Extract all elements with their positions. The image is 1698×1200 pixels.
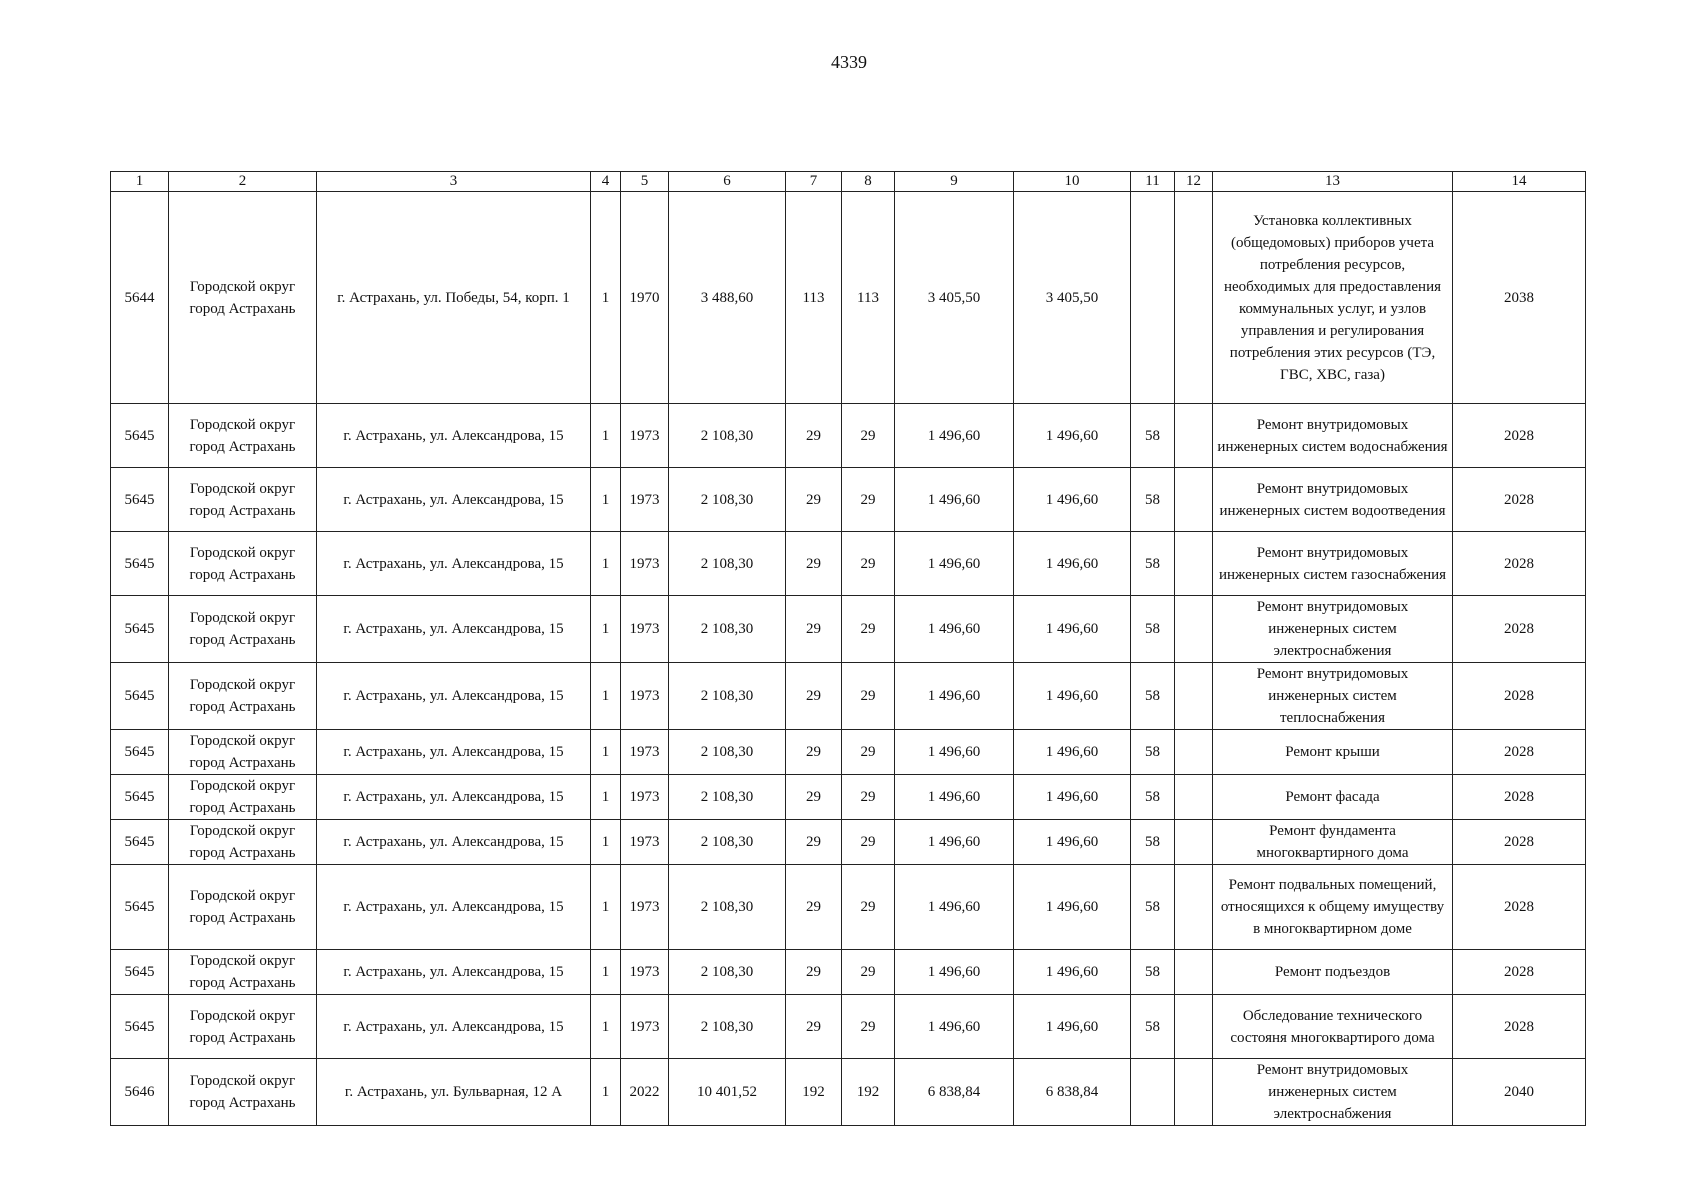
residential-area-cell: 1 496,60 (895, 532, 1014, 596)
total-area-cell: 2 108,30 (669, 730, 786, 775)
commissioning-flag-cell: 1 (591, 192, 621, 404)
object-number-cell: 5645 (111, 775, 169, 820)
address-cell: г. Астрахань, ул. Александрова, 15 (317, 775, 591, 820)
address-cell: г. Астрахань, ул. Бульварная, 12 А (317, 1059, 591, 1126)
col-12-cell (1175, 192, 1213, 404)
apartments-count-cell: 58 (1131, 995, 1175, 1059)
apartments-count-cell: 58 (1131, 532, 1175, 596)
work-type-cell: Ремонт подъездов (1213, 950, 1453, 995)
work-type-cell: Ремонт фундамента многоквартирного дома (1213, 820, 1453, 865)
planned-year-cell: 2028 (1453, 950, 1586, 995)
year-built-cell: 1973 (621, 820, 669, 865)
object-number-cell: 5646 (111, 1059, 169, 1126)
residential-area-cell: 1 496,60 (895, 995, 1014, 1059)
work-type-cell: Ремонт подвальных помещений, относящихся к общему имуществу в многоквартирном доме (1213, 865, 1453, 950)
commissioning-flag-cell: 1 (591, 820, 621, 865)
column-header: 3 (317, 172, 591, 192)
work-type-cell: Ремонт крыши (1213, 730, 1453, 775)
year-built-cell: 1973 (621, 596, 669, 663)
year-built-cell: 1973 (621, 775, 669, 820)
work-type-cell: Ремонт внутридомовых инженерных систем водоснабжения (1213, 404, 1453, 468)
residents-count-cell: 29 (786, 730, 842, 775)
residents-count-2-cell: 29 (842, 663, 895, 730)
year-built-cell: 1973 (621, 468, 669, 532)
column-header: 9 (895, 172, 1014, 192)
year-built-cell: 1973 (621, 663, 669, 730)
commissioning-flag-cell: 1 (591, 532, 621, 596)
residents-count-2-cell: 29 (842, 775, 895, 820)
year-built-cell: 1973 (621, 950, 669, 995)
address-cell: г. Астрахань, ул. Александрова, 15 (317, 950, 591, 995)
apartments-count-cell (1131, 192, 1175, 404)
apartments-count-cell: 58 (1131, 404, 1175, 468)
municipality-cell: Городской округ город Астрахань (169, 192, 317, 404)
residents-count-cell: 29 (786, 596, 842, 663)
residents-count-cell: 29 (786, 865, 842, 950)
commissioning-flag-cell: 1 (591, 1059, 621, 1126)
object-number-cell: 5645 (111, 468, 169, 532)
total-area-cell: 2 108,30 (669, 775, 786, 820)
commissioning-flag-cell: 1 (591, 775, 621, 820)
work-type-cell: Ремонт внутридомовых инженерных систем теплоснабжения (1213, 663, 1453, 730)
apartments-count-cell: 58 (1131, 730, 1175, 775)
residents-count-cell: 29 (786, 663, 842, 730)
table-row (111, 532, 1586, 596)
table-row (111, 404, 1586, 468)
residential-area-owned-cell: 1 496,60 (1014, 995, 1131, 1059)
residents-count-cell: 113 (786, 192, 842, 404)
object-number-cell: 5644 (111, 192, 169, 404)
residents-count-2-cell: 113 (842, 192, 895, 404)
residential-area-cell: 1 496,60 (895, 730, 1014, 775)
col-12-cell (1175, 865, 1213, 950)
page-number: 4339 (831, 52, 867, 72)
planned-year-cell: 2028 (1453, 532, 1586, 596)
work-type-cell: Ремонт фасада (1213, 775, 1453, 820)
table-row (111, 820, 1586, 865)
municipality-cell: Городской округ город Астрахань (169, 596, 317, 663)
residential-area-cell: 1 496,60 (895, 596, 1014, 663)
table-row (111, 1059, 1586, 1126)
address-cell: г. Астрахань, ул. Александрова, 15 (317, 532, 591, 596)
residents-count-cell: 29 (786, 775, 842, 820)
total-area-cell: 2 108,30 (669, 995, 786, 1059)
planned-year-cell: 2028 (1453, 468, 1586, 532)
residential-area-owned-cell: 1 496,60 (1014, 820, 1131, 865)
residential-area-owned-cell: 1 496,60 (1014, 730, 1131, 775)
object-number-cell: 5645 (111, 820, 169, 865)
planned-year-cell: 2038 (1453, 192, 1586, 404)
residential-area-cell: 1 496,60 (895, 663, 1014, 730)
residents-count-cell: 29 (786, 404, 842, 468)
object-number-cell: 5645 (111, 950, 169, 995)
apartments-count-cell: 58 (1131, 865, 1175, 950)
total-area-cell: 2 108,30 (669, 820, 786, 865)
column-header: 14 (1453, 172, 1586, 192)
planned-year-cell: 2028 (1453, 404, 1586, 468)
municipality-cell: Городской округ город Астрахань (169, 995, 317, 1059)
residents-count-2-cell: 192 (842, 1059, 895, 1126)
col-12-cell (1175, 950, 1213, 995)
object-number-cell: 5645 (111, 865, 169, 950)
year-built-cell: 2022 (621, 1059, 669, 1126)
address-cell: г. Астрахань, ул. Александрова, 15 (317, 596, 591, 663)
year-built-cell: 1973 (621, 730, 669, 775)
total-area-cell: 2 108,30 (669, 663, 786, 730)
table-row (111, 468, 1586, 532)
commissioning-flag-cell: 1 (591, 404, 621, 468)
residents-count-cell: 29 (786, 995, 842, 1059)
commissioning-flag-cell: 1 (591, 865, 621, 950)
residential-area-owned-cell: 6 838,84 (1014, 1059, 1131, 1126)
planned-year-cell: 2028 (1453, 730, 1586, 775)
residents-count-2-cell: 29 (842, 730, 895, 775)
residents-count-cell: 29 (786, 950, 842, 995)
planned-year-cell: 2028 (1453, 995, 1586, 1059)
commissioning-flag-cell: 1 (591, 663, 621, 730)
address-cell: г. Астрахань, ул. Александрова, 15 (317, 404, 591, 468)
residential-area-cell: 1 496,60 (895, 468, 1014, 532)
column-header: 12 (1175, 172, 1213, 192)
object-number-cell: 5645 (111, 995, 169, 1059)
column-header: 1 (111, 172, 169, 192)
work-type-cell: Ремонт внутридомовых инженерных систем электроснабжения (1213, 1059, 1453, 1126)
municipality-cell: Городской округ город Астрахань (169, 1059, 317, 1126)
apartments-count-cell: 58 (1131, 468, 1175, 532)
total-area-cell: 2 108,30 (669, 532, 786, 596)
municipality-cell: Городской округ город Астрахань (169, 865, 317, 950)
residents-count-2-cell: 29 (842, 950, 895, 995)
planned-year-cell: 2028 (1453, 775, 1586, 820)
col-12-cell (1175, 663, 1213, 730)
residential-area-owned-cell: 1 496,60 (1014, 532, 1131, 596)
residential-area-owned-cell: 3 405,50 (1014, 192, 1131, 404)
object-number-cell: 5645 (111, 404, 169, 468)
residents-count-2-cell: 29 (842, 404, 895, 468)
residents-count-cell: 29 (786, 820, 842, 865)
col-12-cell (1175, 532, 1213, 596)
object-number-cell: 5645 (111, 663, 169, 730)
object-number-cell: 5645 (111, 596, 169, 663)
table-row (111, 596, 1586, 663)
address-cell: г. Астрахань, ул. Александрова, 15 (317, 995, 591, 1059)
year-built-cell: 1973 (621, 995, 669, 1059)
object-number-cell: 5645 (111, 532, 169, 596)
residents-count-2-cell: 29 (842, 532, 895, 596)
commissioning-flag-cell: 1 (591, 596, 621, 663)
residential-area-owned-cell: 1 496,60 (1014, 865, 1131, 950)
municipality-cell: Городской округ город Астрахань (169, 404, 317, 468)
planned-year-cell: 2040 (1453, 1059, 1586, 1126)
apartments-count-cell (1131, 1059, 1175, 1126)
column-header: 4 (591, 172, 621, 192)
commissioning-flag-cell: 1 (591, 950, 621, 995)
address-cell: г. Астрахань, ул. Александрова, 15 (317, 820, 591, 865)
commissioning-flag-cell: 1 (591, 730, 621, 775)
apartments-count-cell: 58 (1131, 775, 1175, 820)
municipality-cell: Городской округ город Астрахань (169, 532, 317, 596)
residents-count-2-cell: 29 (842, 995, 895, 1059)
column-header: 13 (1213, 172, 1453, 192)
total-area-cell: 2 108,30 (669, 950, 786, 995)
address-cell: г. Астрахань, ул. Александрова, 15 (317, 663, 591, 730)
column-header: 7 (786, 172, 842, 192)
capital-repair-table (110, 171, 1586, 1126)
column-header: 8 (842, 172, 895, 192)
municipality-cell: Городской округ город Астрахань (169, 468, 317, 532)
residential-area-owned-cell: 1 496,60 (1014, 775, 1131, 820)
total-area-cell: 2 108,30 (669, 404, 786, 468)
table-row (111, 192, 1586, 404)
municipality-cell: Городской округ город Астрахань (169, 775, 317, 820)
col-12-cell (1175, 775, 1213, 820)
residents-count-cell: 29 (786, 532, 842, 596)
work-type-cell: Ремонт внутридомовых инженерных систем электроснабжения (1213, 596, 1453, 663)
apartments-count-cell: 58 (1131, 950, 1175, 995)
residents-count-2-cell: 29 (842, 820, 895, 865)
table-row (111, 995, 1586, 1059)
year-built-cell: 1973 (621, 532, 669, 596)
residents-count-2-cell: 29 (842, 596, 895, 663)
planned-year-cell: 2028 (1453, 820, 1586, 865)
residential-area-cell: 1 496,60 (895, 820, 1014, 865)
col-12-cell (1175, 596, 1213, 663)
total-area-cell: 2 108,30 (669, 468, 786, 532)
commissioning-flag-cell: 1 (591, 468, 621, 532)
planned-year-cell: 2028 (1453, 865, 1586, 950)
commissioning-flag-cell: 1 (591, 995, 621, 1059)
planned-year-cell: 2028 (1453, 596, 1586, 663)
residential-area-cell: 1 496,60 (895, 775, 1014, 820)
object-number-cell: 5645 (111, 730, 169, 775)
year-built-cell: 1970 (621, 192, 669, 404)
municipality-cell: Городской округ город Астрахань (169, 820, 317, 865)
column-header: 10 (1014, 172, 1131, 192)
table-row (111, 730, 1586, 775)
col-12-cell (1175, 1059, 1213, 1126)
apartments-count-cell: 58 (1131, 596, 1175, 663)
residential-area-cell: 1 496,60 (895, 404, 1014, 468)
col-12-cell (1175, 404, 1213, 468)
work-type-cell: Ремонт внутридомовых инженерных систем водоотведения (1213, 468, 1453, 532)
table-row (111, 950, 1586, 995)
work-type-cell: Ремонт внутридомовых инженерных систем газоснабжения (1213, 532, 1453, 596)
table-row (111, 663, 1586, 730)
address-cell: г. Астрахань, ул. Победы, 54, корп. 1 (317, 192, 591, 404)
year-built-cell: 1973 (621, 865, 669, 950)
residential-area-cell: 3 405,50 (895, 192, 1014, 404)
municipality-cell: Городской округ город Астрахань (169, 730, 317, 775)
col-12-cell (1175, 468, 1213, 532)
residential-area-owned-cell: 1 496,60 (1014, 596, 1131, 663)
col-12-cell (1175, 730, 1213, 775)
municipality-cell: Городской округ город Астрахань (169, 663, 317, 730)
residential-area-owned-cell: 1 496,60 (1014, 404, 1131, 468)
total-area-cell: 3 488,60 (669, 192, 786, 404)
column-number-row (111, 172, 1586, 192)
total-area-cell: 10 401,52 (669, 1059, 786, 1126)
residential-area-cell: 1 496,60 (895, 865, 1014, 950)
column-header: 2 (169, 172, 317, 192)
column-header: 5 (621, 172, 669, 192)
col-12-cell (1175, 820, 1213, 865)
column-header: 11 (1131, 172, 1175, 192)
apartments-count-cell: 58 (1131, 820, 1175, 865)
residents-count-cell: 29 (786, 468, 842, 532)
municipality-cell: Городской округ город Астрахань (169, 950, 317, 995)
planned-year-cell: 2028 (1453, 663, 1586, 730)
year-built-cell: 1973 (621, 404, 669, 468)
work-type-cell: Установка коллективных (общедомовых) приборов учета потребления ресурсов, необходимых для предоставления коммунальных услуг, и узлов управления и регулирования потребления этих ресурсов (ТЭ, ГВС, ХВС, газа) (1213, 192, 1453, 404)
address-cell: г. Астрахань, ул. Александрова, 15 (317, 730, 591, 775)
table-row (111, 865, 1586, 950)
table-row (111, 775, 1586, 820)
address-cell: г. Астрахань, ул. Александрова, 15 (317, 468, 591, 532)
work-type-cell: Обследование технического состояня многоквартирого дома (1213, 995, 1453, 1059)
col-12-cell (1175, 995, 1213, 1059)
residential-area-cell: 1 496,60 (895, 950, 1014, 995)
residents-count-2-cell: 29 (842, 468, 895, 532)
address-cell: г. Астрахань, ул. Александрова, 15 (317, 865, 591, 950)
residents-count-2-cell: 29 (842, 865, 895, 950)
residential-area-owned-cell: 1 496,60 (1014, 468, 1131, 532)
column-header: 6 (669, 172, 786, 192)
residential-area-owned-cell: 1 496,60 (1014, 950, 1131, 995)
total-area-cell: 2 108,30 (669, 865, 786, 950)
apartments-count-cell: 58 (1131, 663, 1175, 730)
residents-count-cell: 192 (786, 1059, 842, 1126)
residential-area-cell: 6 838,84 (895, 1059, 1014, 1126)
total-area-cell: 2 108,30 (669, 596, 786, 663)
residential-area-owned-cell: 1 496,60 (1014, 663, 1131, 730)
